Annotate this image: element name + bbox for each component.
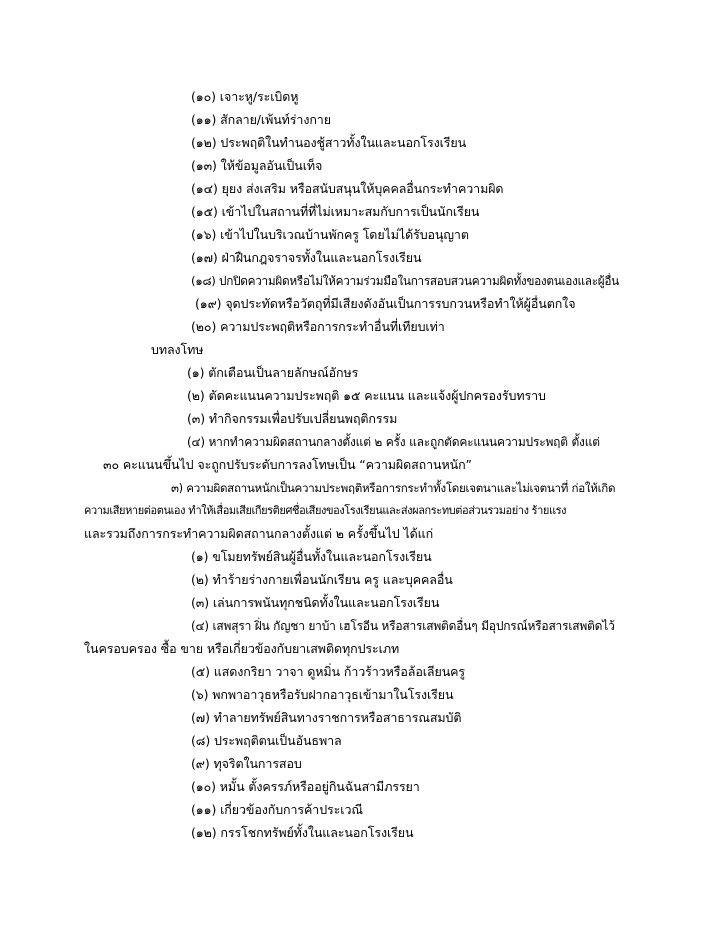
text-line: (๑) ตักเตือนเป็นลายลักษณ์อักษร [187, 365, 359, 380]
text-line: (๒๐) ความประพฤติหรือการกระทำอื่นที่เทียบเท่า [191, 319, 445, 334]
text-line: (๑๘) ปกปิดความผิดหรือไม่ให้ความร่วมมือในการสอบสวนความผิดทั้งของตนเองและผู้อื่น [191, 274, 619, 288]
text-line: ความเสียหายต่อตนเอง ทำให้เสื่อมเสียเกียรติยศชื่อเสียงของโรงเรียนและส่งผลกระทบต่อส่วนรวมอย่าง ร้ายแรง [84, 504, 567, 517]
text-line: (๑๓) ให้ข้อมูลอันเป็นเท็จ [191, 158, 323, 173]
text-line: (๖) พกพาอาวุธหรือรับฝากอาวุธเข้ามาในโรงเรียน [191, 687, 454, 702]
text-line: (๗) ทำลายทรัพย์สินทางราชการหรือสาธารณสมบัติ [191, 710, 462, 725]
text-line: (๑๑) เกี่ยวข้องกับการค้าประเวณี [191, 802, 363, 817]
paragraph-heading: ๓) ความผิดสถานหนักเป็นความประพฤติหรือการกระทำทั้งโดยเจตนาและไม่เจตนาที่ ก่อให้เกิด [171, 481, 616, 495]
text-line: (๒) ทำร้ายร่างกายเพื่อนนักเรียน ครู และบุคคลอื่น [191, 572, 453, 587]
text-line: ในครอบครอง ซื้อ ขาย หรือเกี่ยวข้องกับยาเสพติดทุกประเภท [84, 641, 400, 656]
text-line: (๑๐) เจาะหู/ระเบิดหู [191, 89, 299, 104]
text-line: (๑๐) หมั้น ตั้งครรภ์หรืออยู่กินฉันสามีภรรยา [191, 779, 420, 794]
text-line: (๑๒) ประพฤติในทำนองชู้สาวทั้งในและนอกโรงเรียน [191, 135, 467, 150]
text-line: (๔) เสพสุรา ฝิ่น กัญชา ยาบ้า เฮโรอีน หรือสารเสพติดอื่นๆ มีอุปกรณ์หรือสารเสพติดไว้ [191, 619, 615, 633]
text-line: (๑๕) เข้าไปในสถานที่ที่ไม่เหมาะสมกับการเป็นนักเรียน [191, 204, 480, 219]
text-line: ๓๐ คะแนนขึ้นไป จะถูกปรับระดับการลงโทษเป็น “ความผิดสถานหนัก” [103, 457, 472, 472]
text-line: (๑๒) กรรโชกทรัพย์ทั้งในและนอกโรงเรียน [191, 825, 414, 840]
text-line: (๒) ตัดคะแนนความประพฤติ ๑๕ คะแนน และแจ้งผู้ปกครองรับทราบ [187, 388, 546, 403]
text-line: (๑๔) ยุยง ส่งเสริม หรือสนับสนุนให้บุคคลอื่นกระทำความผิด [191, 181, 504, 196]
text-line: (๑๑) สักลาย/เพ้นท์ร่างกาย [191, 112, 331, 127]
text-line: (๘) ประพฤติตนเป็นอันธพาล [191, 733, 342, 748]
text-line: (๑๙) จุดประทัดหรือวัตถุที่มีเสียงดังอันเป็นการรบกวนหรือทำให้ผู้อื่นตกใจ [195, 296, 576, 311]
text-line: และรวมถึงการกระทำความผิดสถานกลางตั้งแต่ ๒ ครั้งขึ้นไป ได้แก่ [84, 526, 434, 541]
text-line: (๓) เล่นการพนันทุกชนิดทั้งในและนอกโรงเรียน [191, 595, 440, 610]
text-line: (๑๗) ฝ่าฝืนกฎจราจรทั้งในและนอกโรงเรียน [191, 250, 422, 265]
section-heading: บทลงโทษ [151, 342, 204, 357]
text-line: (๔) หากทำความผิดสถานกลางตั้งแต่ ๒ ครั้ง และถูกตัดคะแนนความประพฤติ ตั้งแต่ [187, 435, 600, 449]
text-line: (๑) ขโมยทรัพย์สินผู้อื่นทั้งในและนอกโรงเรียน [191, 549, 432, 564]
text-line: (๙) ทุจริตในการสอบ [191, 756, 302, 771]
text-line: (๑๖) เข้าไปในบริเวณบ้านพักครู โดยไม่ได้รับอนุญาต [191, 227, 469, 242]
text-line: (๕) แสดงกริยา วาจา ดูหมิ่น ก้าวร้าวหรือล้อเลียนครู [191, 664, 466, 679]
text-line: (๓) ทำกิจกรรมเพื่อปรับเปลี่ยนพฤติกรรม [187, 411, 398, 426]
